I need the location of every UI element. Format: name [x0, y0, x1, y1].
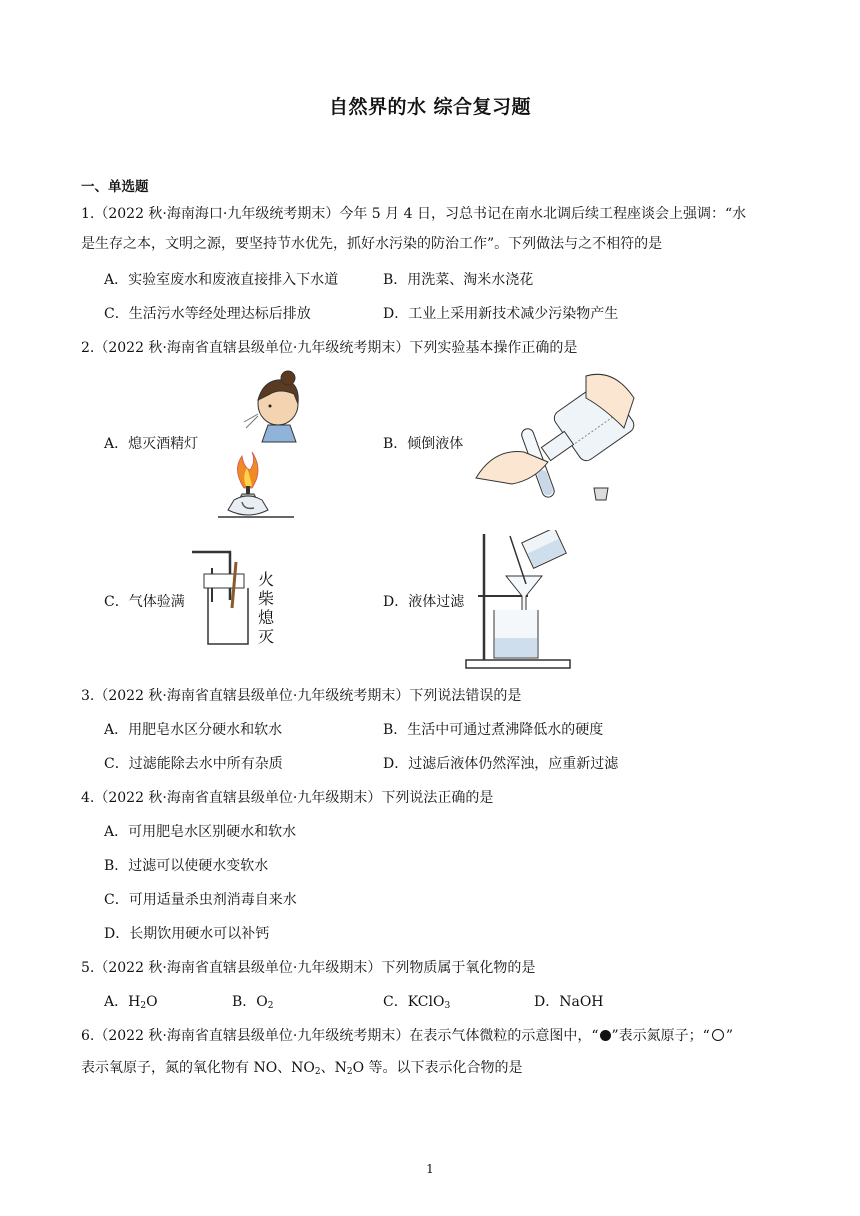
question-1-option-c: C．生活污水等经处理达标后排放: [104, 306, 311, 322]
question-3-option-c: C．过滤能除去水中所有杂质: [104, 756, 283, 772]
pouring-liquid-figure: [474, 368, 644, 518]
section-heading: 一、单选题: [81, 179, 149, 195]
question-2-line-1: 2.（2022 秋·海南省直辖县级单位·九年级统考期末）下列实验基本操作正确的是: [81, 340, 578, 356]
question-6-line-2: 表示氧原子，氮的氧化物有 NO、$NO_2$、$N_2O$ 等。以下表示化合物的是: [81, 1060, 523, 1077]
filtration-figure: [464, 530, 574, 670]
match-label-1: 火: [258, 570, 275, 589]
page-title: 自然界的水 综合复习题: [328, 96, 532, 118]
question-1-line-1: 1.（2022 秋·海南海口·九年级统考期末）今年 5 月 4 日，习总书记在南水北调后续工程座谈会上强调：“水: [81, 206, 747, 222]
question-5-option-a: A．$H_2O$: [104, 994, 158, 1011]
question-1-option-a: A．实验室废水和废液直接排入下水道: [104, 272, 339, 288]
question-3-option-a: A．用肥皂水区分硬水和软水: [104, 722, 283, 738]
match-label-2: 柴: [258, 589, 275, 608]
nitrogen-atom-icon: [600, 1030, 611, 1041]
question-1-line-2: 是生存之本，文明之源，要坚持节水优先，抓好水污染的防治工作”。下列做法与之不相符的是: [81, 236, 663, 252]
question-3-option-d: D．过滤后液体仍然浑浊，应重新过滤: [383, 756, 619, 772]
question-3-option-b: B．生活中可通过煮沸降低水的硬度: [383, 722, 604, 738]
match-label-3: 熄: [258, 608, 275, 627]
question-2-option-d: D．液体过滤: [383, 594, 465, 610]
question-1-option-d: D．工业上采用新技术减少污染物产生: [383, 306, 619, 322]
question-6-line-1: 6.（2022 秋·海南省直辖县级单位·九年级统考期末）在表示气体微粒的示意图中，“ ”表示氮原子；“ ”: [81, 1028, 733, 1044]
oxygen-atom-icon: [712, 1029, 724, 1041]
question-5-option-b: B．$O_2$: [232, 994, 274, 1011]
question-2-option-a: A．熄灭酒精灯: [104, 436, 199, 452]
question-1-option-b: B．用洗菜、淘米水浇花: [383, 272, 534, 288]
question-4-option-a: A．可用肥皂水区别硬水和软水: [104, 824, 297, 840]
question-5-option-d: D．NaOH: [534, 994, 604, 1010]
question-4-line-1: 4.（2022 秋·海南省直辖县级单位·九年级期末）下列说法正确的是: [81, 790, 494, 806]
question-3-line-1: 3.（2022 秋·海南省直辖县级单位·九年级统考期末）下列说法错误的是: [81, 688, 522, 704]
question-5-line-1: 5.（2022 秋·海南省直辖县级单位·九年级期末）下列物质属于氧化物的是: [81, 960, 536, 976]
page-number: 1: [426, 1162, 434, 1176]
gas-bottle-figure: [190, 544, 254, 656]
match-label-4: 灭: [258, 627, 275, 646]
question-5-option-c: C．KClO$_3$: [383, 994, 451, 1011]
question-2-option-b: B．倾倒液体: [383, 436, 464, 452]
alcohol-lamp-figure: [214, 370, 308, 520]
question-2-option-c: C．气体验满: [104, 594, 185, 610]
question-4-option-b: B．过滤可以使硬水变软水: [104, 858, 269, 874]
question-4-option-d: D．长期饮用硬水可以补钙: [104, 926, 270, 942]
question-4-option-c: C．可用适量杀虫剂消毒自来水: [104, 892, 297, 908]
